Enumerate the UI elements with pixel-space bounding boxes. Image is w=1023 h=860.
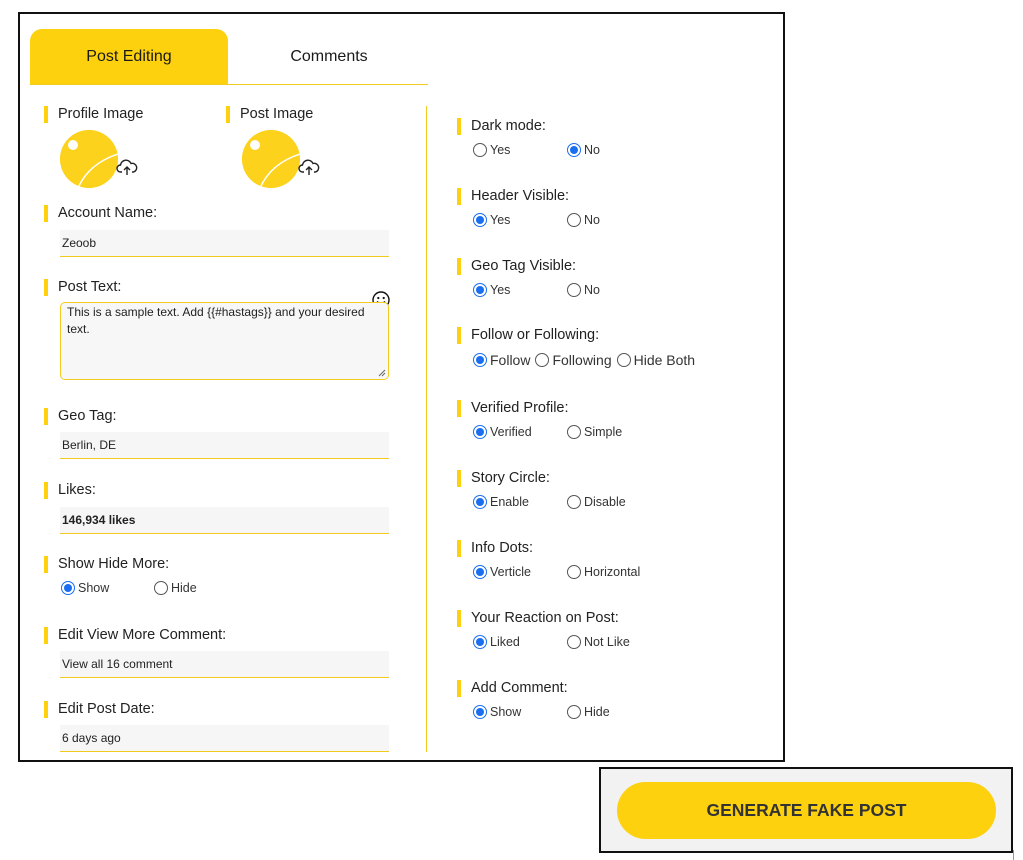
header-visible-group	[473, 213, 600, 227]
radio-button[interactable]	[61, 581, 75, 595]
account-name-input[interactable]: Zeoob	[60, 230, 389, 257]
show-hide-more-option-hide[interactable]: Hide	[154, 581, 197, 595]
reaction-group	[473, 635, 630, 649]
verified-option-verified[interactable]: Verified	[473, 425, 567, 439]
verified-profile-label: Verified Profile:	[457, 400, 569, 417]
info-dots-label: Info Dots:	[457, 540, 533, 557]
radio-button[interactable]	[473, 283, 487, 297]
tab-post-editing[interactable]: Post Editing	[30, 29, 228, 84]
show-hide-more-group	[61, 581, 197, 595]
tab-bar	[30, 29, 428, 85]
radio-button[interactable]	[473, 213, 487, 227]
verified-profile-group	[473, 425, 622, 439]
resize-grip-icon[interactable]	[378, 369, 386, 377]
geo-tag-label: Geo Tag:	[44, 408, 117, 425]
radio-button[interactable]	[617, 353, 631, 367]
radio-button[interactable]	[473, 705, 487, 719]
column-divider	[426, 106, 427, 752]
geo-tag-visible-group	[473, 283, 600, 297]
header-visible-label: Header Visible:	[457, 188, 569, 205]
radio-button[interactable]	[473, 353, 487, 367]
post-date-label: Edit Post Date:	[44, 701, 155, 718]
follow-group	[473, 352, 695, 368]
header-visible-option-no[interactable]: No	[567, 213, 600, 227]
likes-input[interactable]: 146,934 likes	[60, 507, 389, 534]
geo-tag-visible-option-yes[interactable]: Yes	[473, 283, 567, 297]
post-text-label: Post Text:	[44, 279, 121, 296]
add-comment-option-hide[interactable]: Hide	[567, 705, 610, 719]
info-dots-group	[473, 565, 640, 579]
account-name-label: Account Name:	[44, 205, 157, 222]
story-circle-option-enable[interactable]: Enable	[473, 495, 567, 509]
reaction-option-liked[interactable]: Liked	[473, 635, 567, 649]
post-upload-icon[interactable]	[298, 158, 320, 176]
story-circle-group	[473, 495, 626, 509]
image-placeholder-icon	[60, 130, 118, 188]
show-hide-more-label: Show Hide More:	[44, 556, 169, 573]
radio-button[interactable]	[567, 213, 581, 227]
profile-upload-icon[interactable]	[116, 158, 138, 176]
tab-comments[interactable]: Comments	[290, 47, 368, 65]
follow-option-following[interactable]: Following	[535, 352, 611, 368]
post-text-value: This is a sample text. Add {{#hastags}} and your desired text.	[67, 305, 365, 336]
radio-button[interactable]	[473, 565, 487, 579]
geo-tag-input[interactable]: Berlin, DE	[60, 432, 389, 459]
radio-button[interactable]	[567, 705, 581, 719]
add-comment-option-show[interactable]: Show	[473, 705, 567, 719]
info-dots-option-horizontal[interactable]: Horizontal	[567, 565, 640, 579]
radio-button[interactable]	[567, 143, 581, 157]
radio-button[interactable]	[567, 495, 581, 509]
add-comment-label: Add Comment:	[457, 680, 568, 697]
view-more-comment-input[interactable]: View all 16 comment	[60, 651, 389, 678]
radio-button[interactable]	[473, 425, 487, 439]
geo-tag-visible-option-no[interactable]: No	[567, 283, 600, 297]
dark-mode-option-no[interactable]: No	[567, 143, 600, 157]
follow-option-hide-both[interactable]: Hide Both	[617, 352, 695, 368]
story-circle-label: Story Circle:	[457, 470, 550, 487]
likes-label: Likes:	[44, 482, 96, 499]
story-circle-option-disable[interactable]: Disable	[567, 495, 626, 509]
reaction-label: Your Reaction on Post:	[457, 610, 619, 627]
dark-mode-group	[473, 143, 600, 157]
post-editor-panel	[18, 12, 785, 762]
post-image-placeholder[interactable]	[242, 130, 300, 188]
radio-button[interactable]	[567, 425, 581, 439]
profile-image-placeholder[interactable]	[60, 130, 118, 188]
radio-button[interactable]	[473, 635, 487, 649]
post-date-input[interactable]: 6 days ago	[60, 725, 389, 752]
header-visible-option-yes[interactable]: Yes	[473, 213, 567, 227]
info-dots-option-verticle[interactable]: Verticle	[473, 565, 567, 579]
reaction-option-not-like[interactable]: Not Like	[567, 635, 630, 649]
geo-tag-visible-label: Geo Tag Visible:	[457, 258, 576, 275]
radio-button[interactable]	[535, 353, 549, 367]
show-hide-more-option-show[interactable]: Show	[61, 581, 154, 595]
image-placeholder-icon	[242, 130, 300, 188]
view-more-comment-label: Edit View More Comment:	[44, 627, 226, 644]
post-text-area[interactable]	[60, 302, 389, 380]
divider-tick	[1013, 850, 1014, 860]
radio-button[interactable]	[567, 283, 581, 297]
radio-button[interactable]	[567, 565, 581, 579]
radio-button[interactable]	[473, 143, 487, 157]
radio-button[interactable]	[473, 495, 487, 509]
post-image-label: Post Image	[226, 106, 313, 123]
profile-image-label: Profile Image	[44, 106, 143, 123]
radio-button[interactable]	[154, 581, 168, 595]
follow-option-follow[interactable]: Follow	[473, 352, 530, 368]
add-comment-group	[473, 705, 610, 719]
dark-mode-label: Dark mode:	[457, 118, 546, 135]
radio-button[interactable]	[567, 635, 581, 649]
dark-mode-option-yes[interactable]: Yes	[473, 143, 567, 157]
generate-fake-post-button[interactable]: GENERATE FAKE POST	[617, 782, 996, 839]
verified-option-simple[interactable]: Simple	[567, 425, 622, 439]
follow-label: Follow or Following:	[457, 327, 599, 344]
generate-button-container	[599, 767, 1013, 853]
